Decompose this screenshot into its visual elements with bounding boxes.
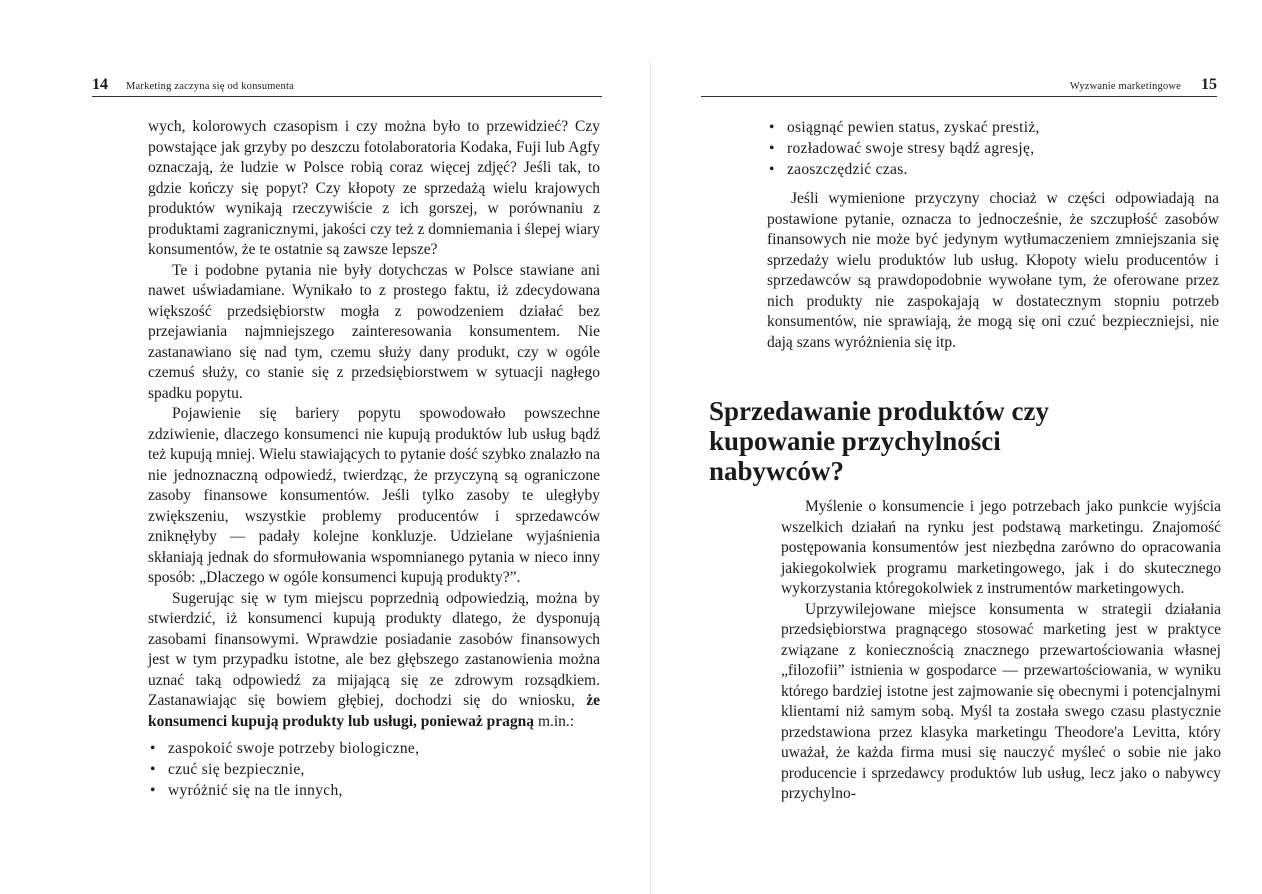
paragraph: wych, kolorowych czasopism i czy można było to przewidzieć? Czy powstające jak grzyby po deszczu fotolaboratoria Kodaka, Fuji lub Agfy oznaczają, że ludzie w Polsce robią coraz więcej zdjęć? Jeśli tak, to gdzie kończy się popyt? Czy kłopoty ze sprzedażą wielu krajowych produktów wynikają rzeczywiście z ich gorszej, w porównaniu z produktami zagranicznymi, jakości czy też z domniemania i ślepej wiary konsumentów, że te ostatnie są zawsze lepsze?	[148, 118, 600, 258]
bullet-item: • wyróżnić się na tle innych,	[148, 780, 600, 801]
bullet-item: • osiągnąć pewien status, zyskać prestiż,	[767, 117, 1219, 138]
paragraph-tail: m.in.:	[537, 712, 575, 730]
right-running-title: Wyzwanie marketingowe	[1069, 81, 1181, 92]
right-running-head	[711, 76, 1217, 94]
paragraph-with-emphasis	[148, 589, 600, 733]
left-running-title: Marketing zaczyna się od konsumenta	[126, 81, 294, 92]
right-page-number: 15	[1201, 76, 1217, 93]
bullet-item: • rozładować swoje stresy bądź agresję,	[767, 138, 1219, 159]
left-running-head	[92, 76, 600, 94]
section-heading: Sprzedawanie produktów czy kupowanie przychylności nabywców?	[709, 396, 1050, 486]
right-body-text	[781, 497, 1221, 805]
left-page-number: 14	[92, 76, 108, 93]
paragraph: Pojawienie się bariery popytu spowodowało powszechne zdziwienie, dlaczego konsumenci nie kupują produktów lub usług bądź też kupują mniej. Wielu stawiających to pytanie dość szybko znalazło na nie jednoznaczną odpowiedź, twierdząc, że przyczyną są ograniczone zasoby finansowe konsumentów. Jeśli tylko zasoby te uległyby zwiększeniu, wszystkie problemy producentów i sprzedawców zniknęłyby — padały kolejne konkluzje. Udzielane wyjaśnienia skłaniają jednak do sformułowania wspomnianego pytania w nieco inny sposób: „Dlaczego w ogóle konsumenci kupują produkty?”.	[148, 405, 600, 586]
paragraph: Myślenie o konsumencie i jego potrzebach jako punkcie wyjścia wszelkich działań na rynku jest podstawą marketingu. Znajomość postępowania konsumentów jest niezbędna zarówno do opracowania jakiegokolwiek programu marketingowego, jak i do skutecznego wykorzystania któregokolwiek z instrumentów marketingowych.	[781, 498, 1221, 597]
left-body-text	[148, 117, 600, 801]
right-header-rule	[701, 96, 1217, 97]
bullet-item: • zaoszczędzić czas.	[767, 159, 1219, 180]
right-page	[631, 0, 1262, 894]
left-header-rule	[92, 96, 602, 97]
bullet-item: • zaspokoić swoje potrzeby biologiczne,	[148, 738, 600, 759]
right-top-text	[767, 117, 1219, 353]
paragraph: Uprzywilejowane miejsce konsumenta w strategii działania przedsiębiorstwa pragnącego stosować marketing jest w praktyce związane z koniecznością znacznego przewartościowania własnej „filozofii” istnienia w gospodarce — przewartościowania, w wyniku którego bardziej istotne jest zajmowanie się obecnymi i potencjalnymi klientami niż samym sobą. Myśl ta została swego czasu plastycznie przedstawiona przez klasyka marketingu Theodore'a Levitta, który uważał, że każda firma musi się nauczyć myśleć o sobie nie jako producencie i sprzedawcy produktów lub usług, lecz jako o nabywcy przychylno-	[781, 600, 1221, 802]
bullet-list	[767, 117, 1219, 180]
paragraph: Jeśli wymienione przyczyny chociaż w części odpowiadają na postawione pytanie, oznacza to jednocześnie, że szczupłość zasobów finansowych nie może być jedynym wytłumaczeniem zmniejszania się sprzedaży wielu produktów lub usług. Kłopoty wielu producentów i sprzedawców są prawdopodobnie wywołane tym, że oferowane przez nich produkty nie zaspokajają w dostatecznym stopniu potrzeb konsumentów, nie sprawiają, że mogą się oni czuć bezpieczniejsi, nie dają szans wyróżnienia się itp.	[767, 190, 1219, 351]
bold-emphasis: że konsumenci kupują produkty lub usługi, ponieważ pragną	[148, 692, 600, 730]
paragraph: Te i podobne pytania nie były dotychczas w Polsce stawiane ani nawet uświadamiane. Wynikało to z prostego faktu, iż zdecydowana większość przedsiębiorstw mogła z powodzeniem działać bez przejawiania najmniejszego zainteresowania konsumentem. Nie zastanawiano się nad tym, czemu służy dany produkt, czy w ogóle czemuś służy, co stanie się z przedsiębiorstwem w sytuacji nagłego spadku popytu.	[148, 261, 600, 402]
paragraph-text: Sugerując się w tym miejscu poprzednią odpowiedzią, można by stwierdzić, iż konsumenci kupują produkty dlatego, że dysponują zasobami finansowymi. Wprawdzie posiadanie zasobów finansowych jest w tym przypadku istotne, ale bez głębszego zastanowienia można uznać taką odpowiedź za mijającą się ze zdrowym rozsądkiem. Zastanawiając się bowiem głębiej, dochodzi się do wniosku,	[148, 589, 600, 709]
bullet-item: • czuć się bezpiecznie,	[148, 759, 600, 780]
bullet-list	[148, 738, 600, 801]
